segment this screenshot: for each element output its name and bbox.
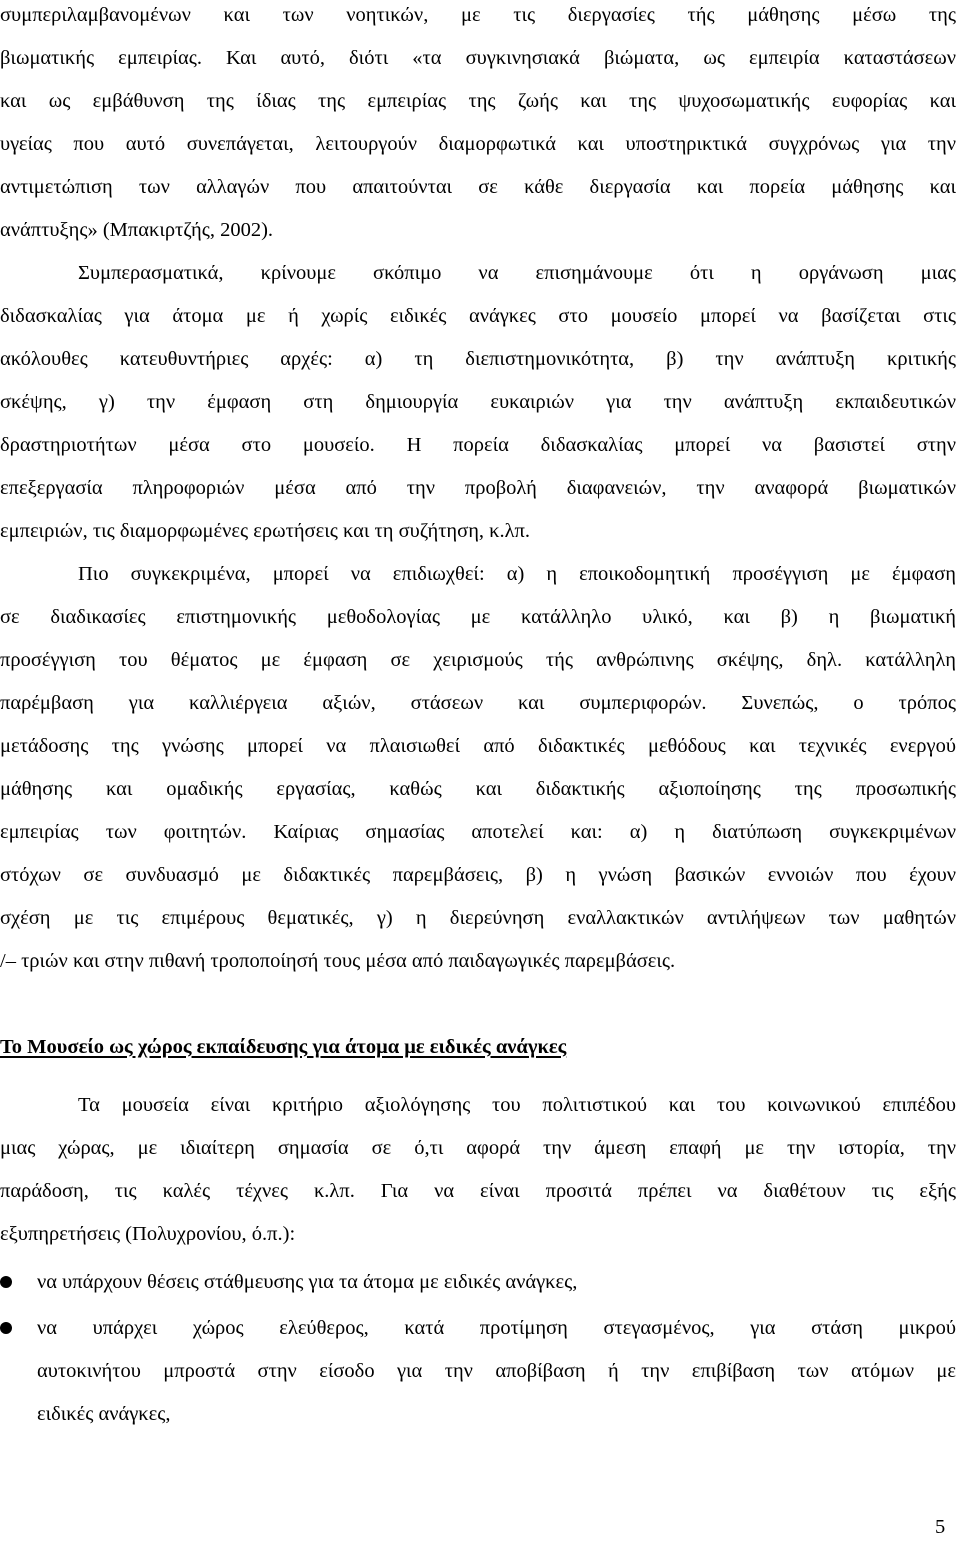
- text-line: σχέση με τις επιμέρους θεματικές, γ) η διερεύνηση εναλλακτικών αντιλήψεων των μαθητών: [0, 907, 956, 929]
- text-line: ακόλουθες κατευθυντήριες αρχές: α) τη διεπιστημονικότητα, β) την ανάπτυξη κριτικής: [0, 348, 956, 370]
- text-line: συμπεριλαμβανομένων και των νοητικών, με τις διεργασίες τής μάθησης μέσω της: [0, 4, 956, 26]
- text-line: εμπειριών, τις διαμορφωμένες ερωτήσεις και τη συζήτηση, κ.λπ.: [0, 520, 531, 542]
- page-number: 5: [935, 1516, 946, 1538]
- bullet-icon: [0, 1276, 12, 1288]
- text-line: Συμπερασματικά, κρίνουμε σκόπιμο να επισημάνουμε ότι η οργάνωση μιας: [78, 262, 956, 284]
- text-line: ανάπτυξης» (Μπακιρτζής, 2002).: [0, 219, 274, 241]
- text-line: μετάδοσης της γνώσης μπορεί να πλαισιωθεί από διδακτικές μεθόδους και τεχνικές ενεργού: [0, 735, 956, 757]
- text-line: Πιο συγκεκριμένα, μπορεί να επιδιωχθεί: α) η εποικοδομητική προσέγγιση με έμφαση: [78, 563, 956, 585]
- text-line: εξυπηρετήσεις (Πολυχρονίου, ό.π.):: [0, 1223, 296, 1245]
- text-line: μιας χώρας, με ιδιαίτερη σημασία σε ό,τι αφορά την άμεση επαφή με την ιστορία, την: [0, 1137, 956, 1159]
- text-line: προσέγγιση του θέματος με έμφαση σε χειρισμούς τής ανθρώπινης σκέψης, δηλ. κατάλληλη: [0, 649, 956, 671]
- text-line: και ως εμβάθυνση της ίδιας της εμπειρίας της ζωής και της ψυχοσωματικής ευφορίας και: [0, 90, 956, 112]
- text-line: μάθησης και ομαδικής εργασίας, καθώς και διδακτικής αξιοποίησης της προσωπικής: [0, 778, 956, 800]
- text-line: υγείας που αυτό συνεπάγεται, λειτουργούν διαμορφωτικά και υποστηρικτικά συγχρόνως για την: [0, 133, 956, 155]
- text-line: να υπάρχουν θέσεις στάθμευσης για τα άτομα με ειδικές ανάγκες,: [37, 1271, 578, 1293]
- text-line: να υπάρχει χώρος ελεύθερος, κατά προτίμηση στεγασμένος, για στάση μικρού: [37, 1317, 956, 1339]
- text-line: Τα μουσεία είναι κριτήριο αξιολόγησης του πολιτιστικού και του κοινωνικού επιπέδου: [78, 1094, 956, 1116]
- text-line: /– τριών και στην πιθανή τροποποίησή τους μέσα από παιδαγωγικές παρεμβάσεις.: [0, 950, 676, 972]
- text-line: βιωματικής εμπειρίας. Και αυτό, διότι «τα συγκινησιακά βιώματα, ως εμπειρία καταστάσεων: [0, 47, 956, 69]
- text-line: εμπειρίας των φοιτητών. Καίριας σημασίας αποτελεί και: α) η διατύπωση συγκεκριμένων: [0, 821, 956, 843]
- text-line: σκέψης, γ) την έμφαση στη δημιουργία ευκαιριών για την ανάπτυξη εκπαιδευτικών: [0, 391, 956, 413]
- bullet-icon: [0, 1322, 12, 1334]
- text-line: δραστηριοτήτων μέσα στο μουσείο. Η πορεία διδασκαλίας μπορεί να βασιστεί στην: [0, 434, 956, 456]
- text-line: ειδικές ανάγκες,: [37, 1403, 171, 1425]
- text-line: παράδοση, τις καλές τέχνες κ.λπ. Για να είναι προσιτά πρέπει να διαθέτουν τις εξής: [0, 1180, 956, 1202]
- text-line: επεξεργασία πληροφοριών μέσα από την προβολή διαφανειών, την αναφορά βιωματικών: [0, 477, 956, 499]
- section-heading: Το Μουσείο ως χώρος εκπαίδευσης για άτομα με ειδικές ανάγκες: [0, 1036, 567, 1058]
- text-line: παρέμβαση για καλλιέργεια αξιών, στάσεων και συμπεριφορών. Συνεπώς, ο τρόπος: [0, 692, 956, 714]
- text-line: στόχων σε συνδυασμό με διδακτικές παρεμβάσεις, β) η γνώση βασικών εννοιών που έχουν: [0, 864, 956, 886]
- text-line: σε διαδικασίες επιστημονικής μεθοδολογίας με κατάλληλο υλικό, και β) η βιωματική: [0, 606, 956, 628]
- text-line: αντιμετώπιση των αλλαγών που απαιτούνται σε κάθε διεργασία και πορεία μάθησης και: [0, 176, 956, 198]
- text-line: αυτοκινήτου μπροστά στην είσοδο για την αποβίβαση ή την επιβίβαση των ατόμων με: [37, 1360, 956, 1382]
- text-line: διδασκαλίας για άτομα με ή χωρίς ειδικές ανάγκες στο μουσείο μπορεί να βασίζεται στις: [0, 305, 956, 327]
